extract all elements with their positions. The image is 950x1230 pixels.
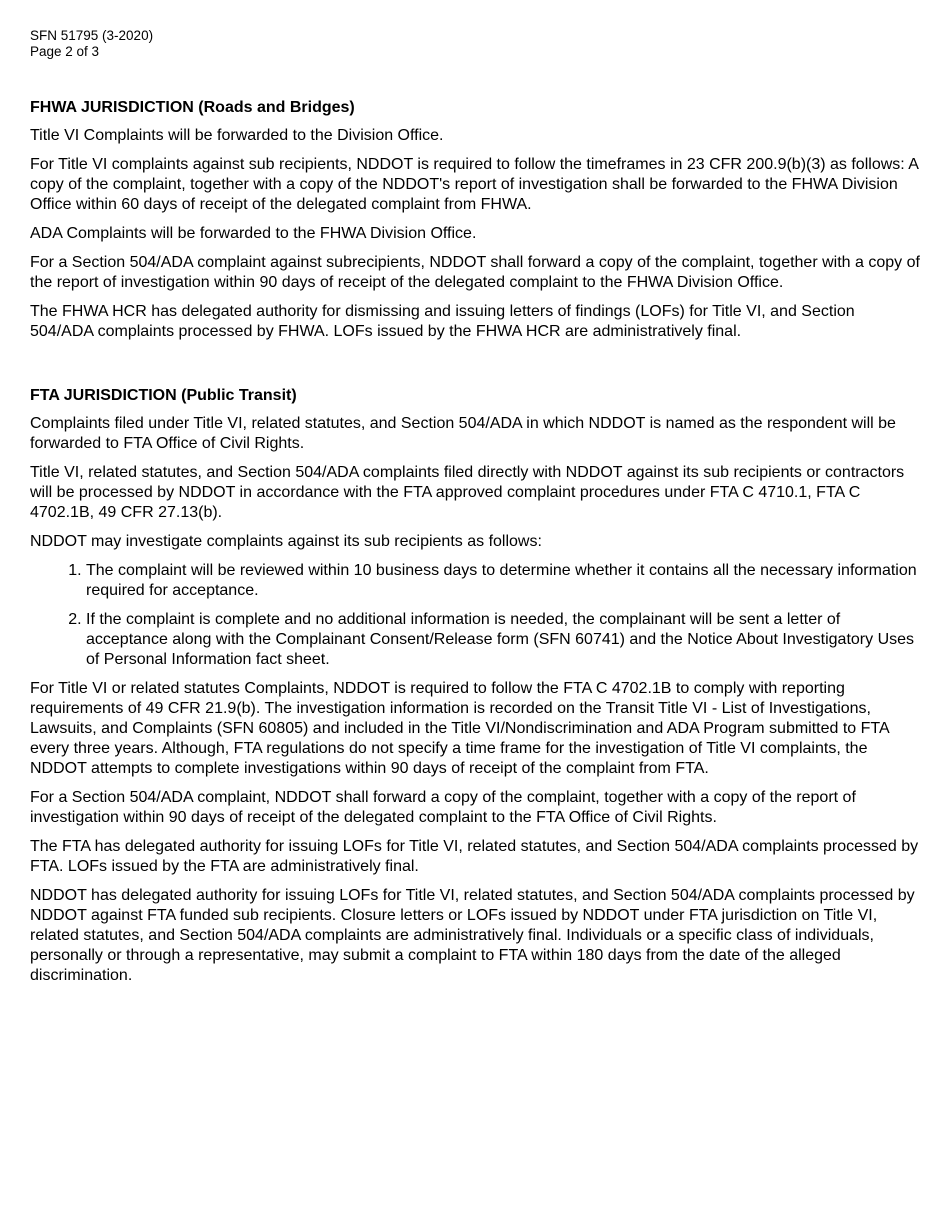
fhwa-heading: FHWA JURISDICTION (Roads and Bridges)	[30, 99, 355, 116]
fta-paragraph: Complaints filed under Title VI, related statutes, and Section 504/ADA in which NDDOT is named as the respondent will be forwarded to FTA Office of Civil Rights.	[30, 415, 896, 452]
page-number: Page 2 of 3	[30, 44, 100, 59]
list-item: 1. The complaint will be reviewed within 10 business days to determine whether it contains all the necessary information required for acceptance.	[86, 561, 920, 601]
fhwa-paragraph: Title VI Complaints will be forwarded to the Division Office.	[30, 127, 444, 144]
investigation-steps-list	[30, 561, 920, 670]
list-item: 2. If the complaint is complete and no additional information is needed, the complainant will be sent a letter of acceptance along with the Complainant Consent/Release form (SFN 60741) and the Notice About Investigatory Uses of Personal Information fact sheet.	[86, 610, 920, 670]
fta-paragraph: For a Section 504/ADA complaint, NDDOT shall forward a copy of the complaint, together with a copy of the report of investigation within 90 days of receipt of the delegated complaint to the FTA Office of Civil Rights.	[30, 789, 856, 826]
fta-paragraph: For Title VI or related statutes Complaints, NDDOT is required to follow the FTA C 4702.1B to comply with reporting requirements of 49 CFR 21.9(b). The investigation information is recorded on the Transit Title VI - List of Investigations, Lawsuits, and Complaints (SFN 60805) and included in the Title VI/Nondiscrimination and ADA Program submitted to FTA every three years. Although, FTA regulations do not specify a time frame for the investigation of Title VI complaints, the NDDOT attempts to complete investigations within 90 days of receipt of the complaint from FTA.	[30, 680, 889, 777]
fhwa-paragraph: The FHWA HCR has delegated authority for dismissing and issuing letters of findings (LOFs) for Title VI, and Section 504/ADA complaints processed by FHWA. LOFs issued by the FHWA HCR are administratively final.	[30, 303, 855, 340]
form-number: SFN 51795 (3-2020)	[30, 28, 154, 43]
fhwa-section	[30, 98, 920, 342]
fhwa-paragraph: For Title VI complaints against sub recipients, NDDOT is required to follow the timeframes in 23 CFR 200.9(b)(3) as follows: A copy of the complaint, together with a copy of the NDDOT's report of investigation shall be forwarded to the FHWA Division Office within 60 days of receipt of the delegated complaint from FHWA.	[30, 156, 919, 213]
fhwa-paragraph: For a Section 504/ADA complaint against subrecipients, NDDOT shall forward a copy of the complaint, together with a copy of the report of investigation within 90 days of receipt of the delegated complaint to the FHWA Division Office.	[30, 254, 920, 291]
fhwa-paragraph: ADA Complaints will be forwarded to the FHWA Division Office.	[30, 225, 477, 242]
fta-heading: FTA JURISDICTION (Public Transit)	[30, 387, 297, 404]
document-page	[30, 28, 920, 995]
fta-paragraph: NDDOT has delegated authority for issuing LOFs for Title VI, related statutes, and Section 504/ADA complaints processed by NDDOT against FTA funded sub recipients. Closure letters or LOFs issued by NDDOT under FTA jurisdiction on Title VI, related statutes, and Section 504/ADA complaints are administratively final. Individuals or a specific class of individuals, personally or through a representative, may submit a complaint to FTA within 180 days from the date of the alleged discrimination.	[30, 887, 915, 984]
page-header	[30, 28, 920, 60]
fta-paragraph: Title VI, related statutes, and Section 504/ADA complaints filed directly with NDDOT against its sub recipients or contractors will be processed by NDDOT in accordance with the FTA approved complaint procedures under FTA C 4710.1, FTA C 4702.1B, 49 CFR 27.13(b).	[30, 464, 905, 521]
fta-paragraph: The FTA has delegated authority for issuing LOFs for Title VI, related statutes, and Section 504/ADA complaints processed by FTA. LOFs issued by the FTA are administratively final.	[30, 838, 919, 875]
fta-section	[30, 386, 920, 986]
fta-paragraph: NDDOT may investigate complaints against its sub recipients as follows:	[30, 533, 542, 550]
